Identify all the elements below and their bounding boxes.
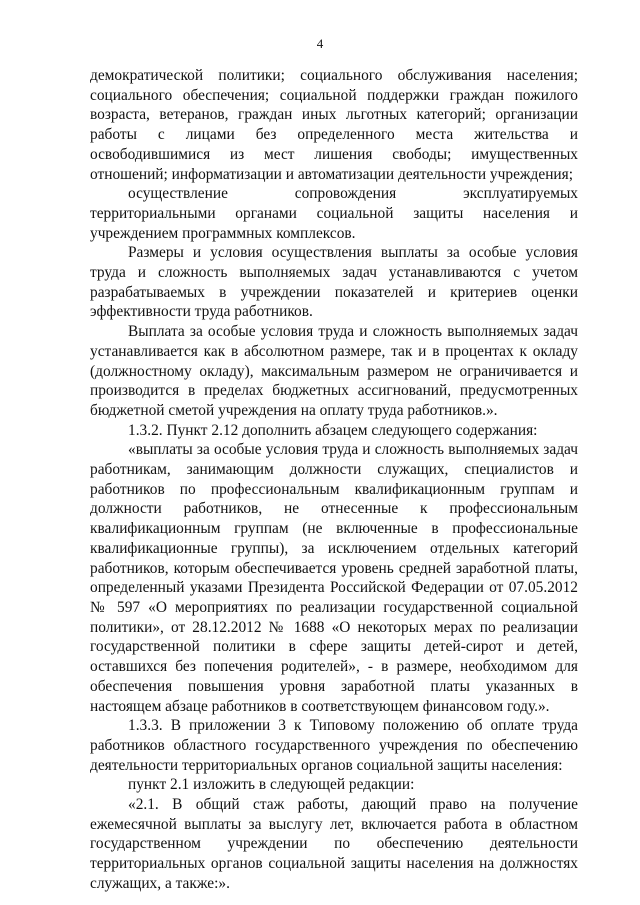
paragraph-2: осуществление сопровождения эксплуатируемых территориальными органами социальной защиты населения и учреждением программных комплексов. — [90, 185, 578, 242]
paragraph-8: пункт 2.1 изложить в следующей редакции: — [128, 776, 415, 794]
page-number: 4 — [316, 36, 324, 51]
paragraph-4: Выплата за особые условия труда и сложность выполняемых задач устанавливается как в абсолютном размере, так и в процентах к окладу (должностному окладу), максимальным размером не ограничивается и производится в пределах бюджетных ассигнований, предусмотренных бюджетной сметой учреждения на оплату труда работников.». — [90, 323, 578, 419]
paragraph-3: Размеры и условия осуществления выплаты за особые условия труда и сложность выполняемых задач устанавливаются с учетом разрабатываемых в учреждении показателей и критериев оценки эффективности труда работников. — [90, 244, 578, 321]
paragraph-9: «2.1. В общий стаж работы, дающий право на получение ежемесячной выплаты за выслугу лет, включается работа в областном государственном учреждении по обеспечению деятельности территориальных органов социальной защиты населения на должностях служащих, а также:». — [90, 796, 578, 892]
paragraph-1: демократической политики; социального обслуживания населения; социального обеспечения; социальной поддержки граждан пожилого возраста, ветеранов, граждан иных льготных категорий; организации работы с лицами без определенного места жительства и освободившимися из мест лишения свободы; имущественных отношений; информатизации и автоматизации деятельности учреждения; — [90, 67, 578, 183]
paragraph-5: 1.3.2. Пункт 2.12 дополнить абзацем следующего содержания: — [128, 421, 538, 439]
document-body — [90, 66, 578, 894]
paragraph-7: 1.3.3. В приложении 3 к Типовому положению об оплате труда работников областного государственного учреждения по обеспечению деятельности территориальных органов социальной защиты населения: — [90, 717, 578, 774]
paragraph-6: «выплаты за особые условия труда и сложность выполняемых задач работникам, занимающим должности служащих, специалистов и работников по профессиональным квалификационным группам и должности работников, не отнесенные к профессиональным квалификационным группам (не включенные в профессиональные квалификационные группы), за исключением отдельных категорий работников, которым обеспечивается уровень средней заработной платы, определенный указами Президента Российской Федерации от 07.05.2012 № 597 «О мероприятиях по реализации государственной социальной политики», от 28.12.2012 № 1688 «О некоторых мерах по реализации государственной политики в сфере защиты детей-сирот и детей, оставшихся без попечения родителей», - в размере, необходимом для обеспечения повышения уровня заработной платы указанных в настоящем абзаце работников в соответствующем финансовом году.». — [90, 441, 578, 715]
